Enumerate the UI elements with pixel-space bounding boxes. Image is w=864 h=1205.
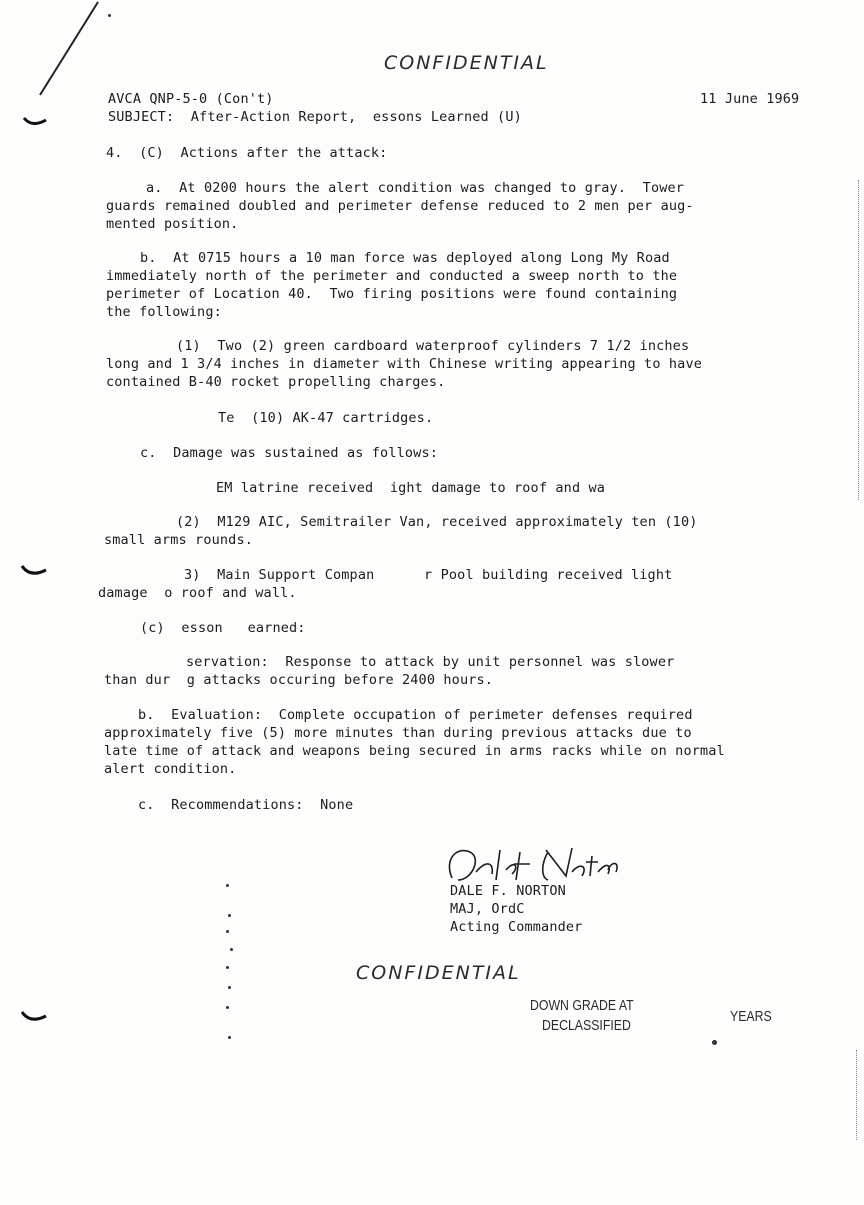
document-reference: AVCA QNP-5-0 (Con't) (108, 91, 274, 107)
para-b-line-3: perimeter of Location 40. Two firing positions were found containing (106, 286, 678, 302)
margin-dot-5 (226, 966, 229, 969)
item-c3-line-1: 3) Main Support Compan r Pool building received light (184, 567, 673, 583)
signer-title: Acting Commander (450, 919, 583, 935)
para-b-line-2: immediately north of the perimeter and conducted a sweep north to the (106, 268, 678, 284)
item-b1-line-1: (1) Two (2) green cardboard waterproof cylinders 7 1/2 inches (176, 338, 690, 354)
observation-line-2: than dur g attacks occuring before 2400 hours. (104, 672, 494, 688)
downgrade-stamp: DOWN GRADE AT (530, 997, 634, 1014)
pen-stroke-line (40, 2, 98, 95)
right-edge-speckle-2 (856, 1050, 857, 1140)
evaluation-line-2: approximately five (5) more minutes than during previous attacks due to (104, 725, 692, 741)
classification-top: CONFIDENTIAL (384, 52, 549, 74)
para-b-line-4: the following: (106, 304, 222, 320)
document-date: 11 June 1969 (700, 91, 800, 107)
item-c3-line-2: damage o roof and wall. (98, 585, 297, 601)
margin-dot-1 (226, 884, 229, 887)
years-stamp: YEARS (730, 1008, 772, 1025)
para-a-line-1: a. At 0200 hours the alert condition was changed to gray. Tower (146, 180, 685, 196)
margin-dot-6 (228, 986, 231, 989)
para-b-line-1: b. At 0715 hours a 10 man force was deployed along Long My Road (140, 250, 670, 266)
item-c2-line-1: (2) M129 AIC, Semitrailer Van, received approximately ten (10) (176, 514, 698, 530)
binder-hole-mark-2 (22, 566, 46, 573)
section-4-title: 4. (C) Actions after the attack: (106, 145, 388, 161)
item-b2: Te (10) AK-47 cartridges. (218, 410, 434, 426)
margin-dot-7 (226, 1006, 229, 1009)
evaluation-line-4: alert condition. (104, 761, 237, 777)
recommendations: c. Recommendations: None (138, 797, 354, 813)
binder-hole-mark-1 (24, 118, 46, 124)
lessons-learned-title: (c) esson earned: (140, 620, 306, 636)
margin-dot-8 (228, 1036, 231, 1039)
margin-dot-2 (228, 914, 231, 917)
item-c2-line-2: small arms rounds. (104, 532, 253, 548)
para-a-line-3: mented position. (106, 216, 239, 232)
stamp-ink-dot (712, 1040, 717, 1045)
para-a-line-2: guards remained doubled and perimeter defense reduced to 2 men per aug- (106, 198, 694, 214)
document-subject: SUBJECT: After-Action Report, essons Learned (U) (108, 109, 522, 125)
margin-dot-3 (226, 930, 229, 933)
item-b1-line-3: contained B-40 rocket propelling charges. (106, 374, 446, 390)
signature-label (452, 846, 613, 864)
observation-line-1: servation: Response to attack by unit personnel was slower (186, 654, 675, 670)
right-edge-speckle-1 (858, 180, 859, 500)
binder-hole-mark-3 (22, 1012, 46, 1019)
evaluation-line-1: b. Evaluation: Complete occupation of perimeter defenses required (138, 707, 693, 723)
item-b1-line-2: long and 1 3/4 inches in diameter with Chinese writing appearing to have (106, 356, 702, 372)
speck-mark (108, 14, 111, 17)
para-c-title: c. Damage was sustained as follows: (140, 445, 438, 461)
classification-bottom: CONFIDENTIAL (356, 962, 521, 984)
signer-rank: MAJ, OrdC (450, 901, 525, 917)
declassified-stamp: DECLASSIFIED (542, 1017, 631, 1034)
signer-name: DALE F. NORTON (450, 883, 566, 899)
item-c1: EM latrine received ight damage to roof and wa (216, 480, 606, 496)
evaluation-line-3: late time of attack and weapons being secured in arms racks while on normal (104, 743, 725, 759)
margin-dot-4 (230, 948, 233, 951)
